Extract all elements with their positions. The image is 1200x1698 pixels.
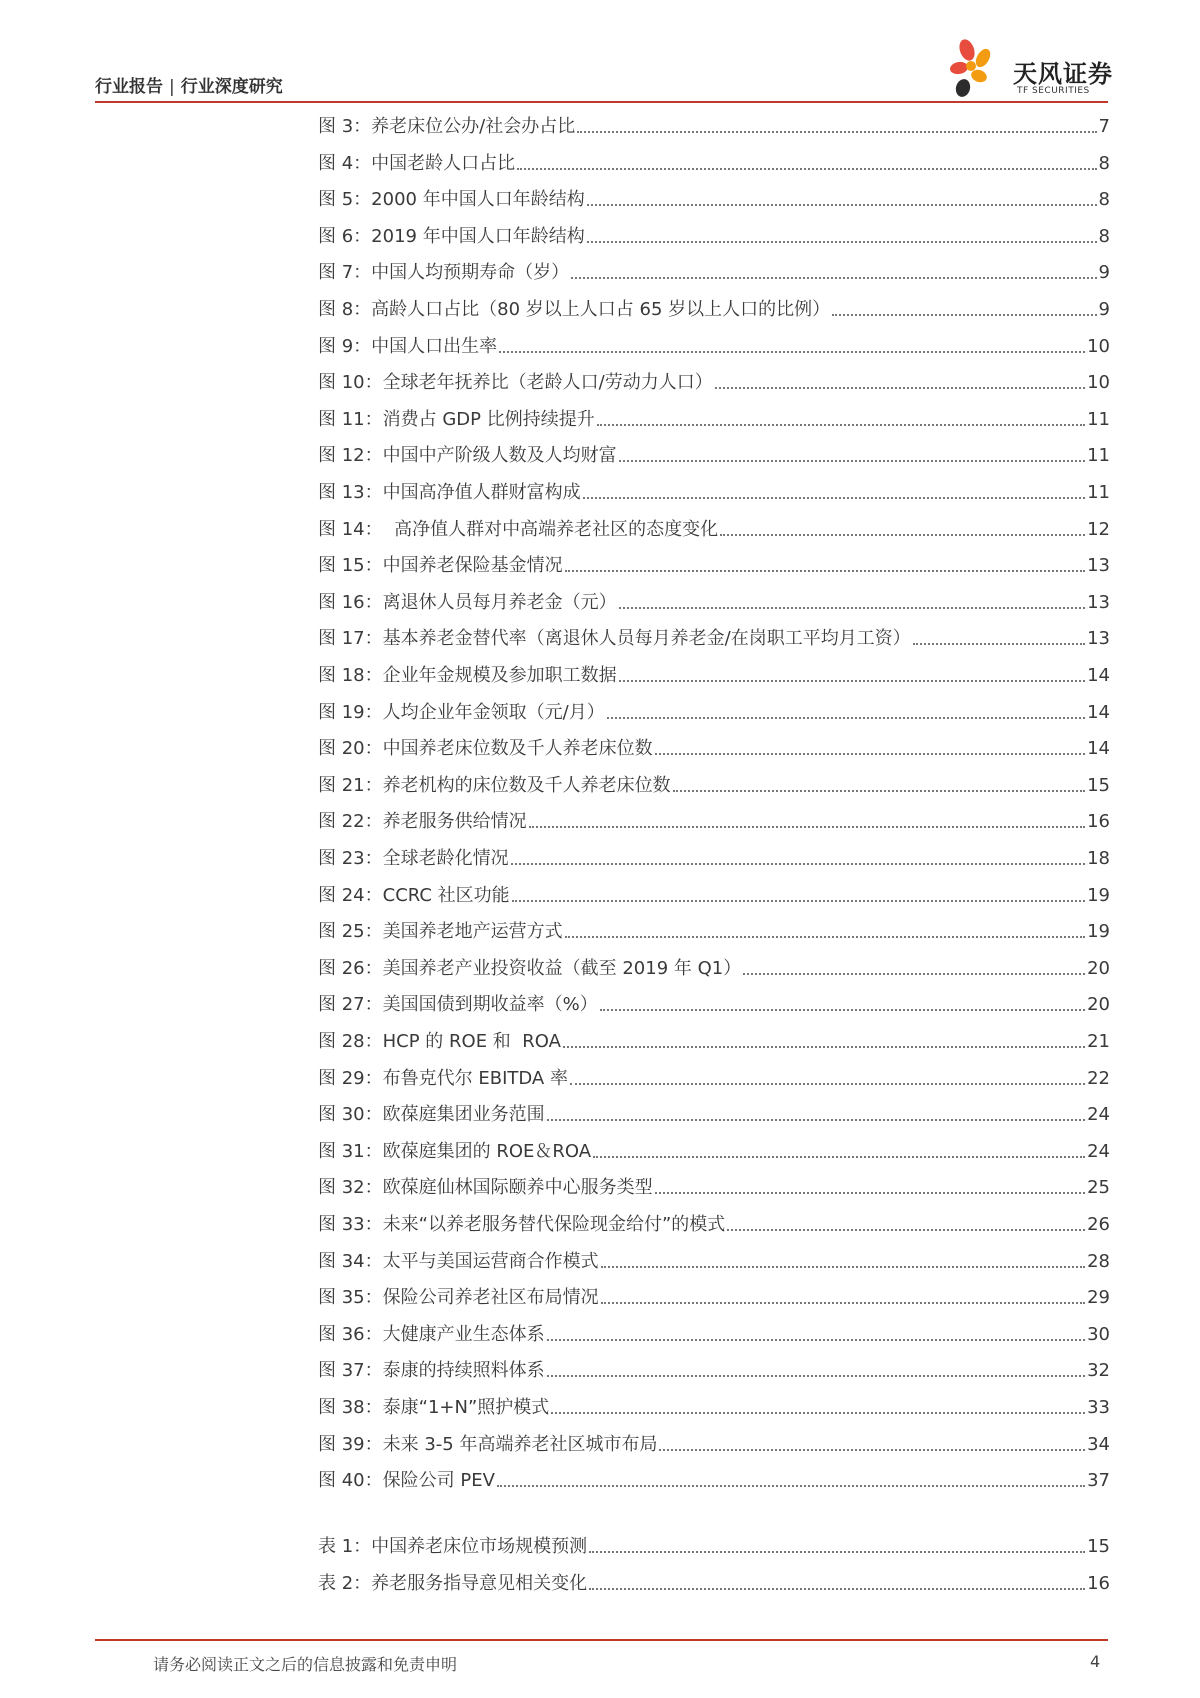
toc-entry[interactable] [318, 405, 1110, 431]
toc-entry-page: 10 [1087, 372, 1110, 394]
toc-entry-page: 25 [1087, 1177, 1110, 1199]
toc-entry-title: 图 19：人均企业年金领取（元/月） [318, 701, 605, 723]
toc-entry[interactable] [318, 917, 1110, 943]
toc-entry[interactable] [318, 332, 1110, 358]
toc-leader-dots [727, 1229, 1085, 1231]
toc-entry-page: 34 [1087, 1433, 1110, 1455]
toc-entry-page: 9 [1098, 262, 1110, 284]
toc-leader-dots [597, 424, 1085, 426]
toc-entry[interactable] [318, 368, 1110, 394]
toc-entry-title: 图 34：太平与美国运营商合作模式 [318, 1250, 599, 1272]
toc-entry-page: 24 [1087, 1140, 1110, 1162]
toc-entry-title: 图 40：保险公司 PEV [318, 1470, 495, 1492]
toc-entry[interactable] [318, 1173, 1110, 1199]
toc-entry-title: 图 28：HCP 的 ROE 和 ROA [318, 1031, 561, 1052]
toc-entry-title: 图 5：2000 年中国人口年龄结构 [318, 189, 585, 211]
toc-entry[interactable] [318, 258, 1110, 284]
toc-entry[interactable] [318, 881, 1110, 907]
toc-entry-title: 图 27：美国国债到期收益率（%） [318, 994, 598, 1016]
toc-leader-dots [913, 643, 1085, 645]
toc-leader-dots [607, 717, 1085, 719]
toc-leader-dots [497, 1485, 1085, 1487]
toc-leader-dots [593, 1156, 1085, 1158]
toc-entry[interactable] [318, 1283, 1110, 1309]
page-number: 4 [1090, 1652, 1101, 1671]
toc-entry[interactable] [318, 1466, 1110, 1492]
toc-entry-title: 表 2：养老服务指导意见相关变化 [318, 1572, 588, 1594]
toc-entry-title: 图 31：欧葆庭集团的 ROE＆ROA [318, 1140, 592, 1162]
toc-entry-title: 图 33：未来“以养老服务替代保险现金给付”的模式 [318, 1214, 726, 1235]
toc-leader-dots [577, 131, 1096, 133]
toc-entry[interactable] [318, 551, 1110, 577]
toc-entry-title: 图 30：欧葆庭集团业务范围 [318, 1104, 545, 1126]
header-separator: | [169, 77, 175, 97]
toc-entry-title: 图 9：中国人口出生率 [318, 335, 498, 357]
toc-entry-title: 图 8：高龄人口占比（80 岁以上人口占 65 岁以上人口的比例） [318, 299, 831, 320]
toc-entry-page: 7 [1098, 116, 1110, 137]
toc-entry-title: 图 23：全球老龄化情况 [318, 848, 509, 869]
toc-entry-page: 15 [1087, 1536, 1110, 1557]
toc-leader-dots [655, 753, 1085, 755]
toc-entry[interactable] [318, 807, 1110, 833]
toc-entry[interactable] [318, 1210, 1110, 1236]
toc-entry[interactable] [318, 1027, 1110, 1053]
toc-entry[interactable] [318, 1100, 1110, 1126]
toc-entry-title: 图 39：未来 3-5 年高端养老社区城市布局 [318, 1433, 658, 1455]
toc-leader-dots [587, 204, 1097, 206]
toc-entry-page: 29 [1087, 1287, 1110, 1309]
toc-entry-page: 13 [1087, 628, 1110, 650]
toc-leader-dots [570, 1083, 1085, 1085]
report-subtype-label: 行业深度研究 [180, 77, 283, 97]
toc-entry-title: 图 20：中国养老床位数及千人养老床位数 [318, 738, 653, 760]
toc-entry[interactable] [318, 990, 1110, 1016]
toc-entry-title: 图 3：养老床位公办/社会办占比 [318, 116, 576, 137]
toc-entry-page: 11 [1087, 408, 1110, 430]
toc-entry-title: 图 6：2019 年中国人口年龄结构 [318, 225, 585, 247]
toc-entry-title: 图 24：CCRC 社区功能 [318, 884, 510, 906]
tf-securities-logo [945, 36, 1115, 102]
toc-entry-page: 33 [1087, 1397, 1110, 1418]
toc-entry-title: 图 18：企业年金规模及参加职工数据 [318, 665, 617, 686]
toc-leader-dots [551, 1412, 1085, 1414]
logo-flower-icon [945, 36, 1009, 102]
toc-leader-dots [517, 168, 1096, 170]
toc-entry-page: 8 [1098, 189, 1110, 211]
toc-leader-dots [589, 1551, 1085, 1553]
toc-entry[interactable] [318, 515, 1110, 541]
toc-entry-page: 14 [1087, 665, 1110, 686]
toc-leader-dots [547, 1375, 1085, 1377]
toc-entry[interactable] [318, 1356, 1110, 1382]
toc-leader-dots [547, 1339, 1085, 1341]
report-category [95, 72, 283, 97]
toc-entry-page: 13 [1087, 555, 1110, 577]
toc-entry[interactable] [318, 771, 1110, 797]
toc-entry[interactable] [318, 588, 1110, 614]
toc-entry-page: 8 [1098, 152, 1110, 174]
toc-leader-dots [529, 826, 1085, 828]
toc-entry-title: 图 37：泰康的持续照料体系 [318, 1360, 545, 1382]
toc-entry-title: 图 4：中国老龄人口占比 [318, 152, 516, 174]
toc-entry-title: 图 36：大健康产业生态体系 [318, 1323, 545, 1345]
toc-entry-page: 18 [1087, 848, 1110, 869]
toc-leader-dots [589, 1588, 1085, 1590]
toc-entry-page: 22 [1087, 1067, 1110, 1089]
toc-entry[interactable] [318, 222, 1110, 248]
toc-leader-dots [499, 351, 1085, 353]
toc-entry-page: 19 [1087, 921, 1110, 943]
toc-leader-dots [512, 900, 1085, 902]
toc-leader-dots [601, 1266, 1085, 1268]
toc-entry-page: 19 [1087, 884, 1110, 906]
toc-entry-title: 图 29：布鲁克代尔 EBITDA 率 [318, 1067, 568, 1089]
toc-entry-title: 图 7：中国人均预期寿命（岁） [318, 262, 570, 284]
toc-leader-dots [547, 1119, 1085, 1121]
toc-entry-page: 32 [1087, 1360, 1110, 1382]
header-divider [95, 101, 1108, 103]
toc-entry-title: 图 22：养老服务供给情况 [318, 811, 527, 833]
toc-entry[interactable] [318, 1064, 1110, 1090]
toc-entry-page: 13 [1087, 591, 1110, 613]
toc-entry-page: 11 [1087, 445, 1110, 467]
toc-entry[interactable] [318, 661, 1110, 687]
toc-leader-dots [563, 1046, 1085, 1048]
toc-entry[interactable] [318, 1532, 1110, 1558]
toc-leader-dots [673, 790, 1085, 792]
toc-entry-title: 图 13：中国高净值人群财富构成 [318, 482, 581, 503]
toc-entry[interactable] [318, 844, 1110, 870]
toc-entry-page: 15 [1087, 774, 1110, 796]
toc-entry[interactable] [318, 698, 1110, 724]
toc-entry-title: 图 14： 高净值人群对中高端养老社区的态度变化 [318, 518, 719, 540]
toc-entry[interactable] [318, 954, 1110, 980]
footer-divider [95, 1639, 1108, 1641]
toc-entry-title: 图 32：欧葆庭仙林国际颐养中心服务类型 [318, 1177, 653, 1199]
toc-entry[interactable] [318, 1137, 1110, 1163]
toc-entry-page: 16 [1087, 1572, 1110, 1594]
toc-entry-title: 图 15：中国养老保险基金情况 [318, 555, 563, 577]
toc-entry-page: 12 [1087, 518, 1110, 540]
toc-entry-page: 8 [1098, 225, 1110, 247]
toc-leader-dots [659, 1449, 1085, 1451]
toc-leader-dots [743, 973, 1085, 975]
toc-leader-dots [601, 1302, 1085, 1304]
toc-entry-page: 24 [1087, 1104, 1110, 1126]
toc-leader-dots [565, 570, 1085, 572]
toc-leader-dots [600, 1009, 1085, 1011]
toc-entry-title: 图 11：消费占 GDP 比例持续提升 [318, 408, 595, 430]
toc-entry-page: 20 [1087, 994, 1110, 1016]
toc-entry-title: 表 1：中国养老床位市场规模预测 [318, 1536, 588, 1557]
toc-leader-dots [715, 387, 1085, 389]
toc-entry-title: 图 25：美国养老地产运营方式 [318, 921, 563, 943]
toc-entry-page: 20 [1087, 957, 1110, 979]
toc-entry[interactable] [318, 1393, 1110, 1419]
toc-entry[interactable] [318, 478, 1110, 504]
toc-leader-dots [619, 460, 1085, 462]
toc-entry[interactable] [318, 441, 1110, 467]
toc-entry[interactable] [318, 734, 1110, 760]
toc-entry-title: 图 12：中国中产阶级人数及人均财富 [318, 445, 617, 467]
report-type-label: 行业报告 [95, 77, 163, 97]
toc-entry[interactable] [318, 112, 1110, 138]
toc-leader-dots [511, 863, 1085, 865]
disclaimer-text: 请务必阅读正文之后的信息披露和免责申明 [153, 1655, 458, 1674]
brand-name-cn: 天风证券 [1013, 60, 1113, 88]
toc-entry-page: 14 [1087, 738, 1110, 760]
toc-leader-dots [571, 277, 1096, 279]
brand-name-en: TF SECURITIES [1017, 86, 1090, 96]
toc-leader-dots [587, 241, 1097, 243]
toc-leader-dots [832, 314, 1096, 316]
toc-entry[interactable] [318, 185, 1110, 211]
toc-entry[interactable] [318, 624, 1110, 650]
toc-entry-page: 30 [1087, 1323, 1110, 1345]
toc-entry[interactable] [318, 149, 1110, 175]
toc-entry[interactable] [318, 295, 1110, 321]
toc-entry-page: 11 [1087, 482, 1110, 503]
toc-leader-dots [655, 1192, 1085, 1194]
toc-entry-page: 14 [1087, 701, 1110, 723]
toc-entry-title: 图 10：全球老年抚养比（老龄人口/劳动力人口） [318, 372, 713, 394]
toc-entry-page: 10 [1087, 335, 1110, 357]
toc-entry-title: 图 38：泰康“1+N”照护模式 [318, 1397, 550, 1418]
toc-entry-title: 图 16：离退休人员每月养老金（元） [318, 591, 617, 613]
toc-leader-dots [583, 497, 1085, 499]
toc-entry[interactable] [318, 1430, 1110, 1456]
toc-entry-page: 37 [1087, 1470, 1110, 1492]
toc-entry-page: 26 [1087, 1214, 1110, 1235]
toc-entry[interactable] [318, 1247, 1110, 1273]
toc-entry-title: 图 17：基本养老金替代率（离退休人员每月养老金/在岗职工平均月工资） [318, 628, 911, 650]
toc-entry-page: 9 [1098, 299, 1110, 320]
toc-leader-dots [565, 936, 1085, 938]
toc-entry-title: 图 21：养老机构的床位数及千人养老床位数 [318, 774, 671, 796]
toc-entry[interactable] [318, 1320, 1110, 1346]
toc-entry-title: 图 26：美国养老产业投资收益（截至 2019 年 Q1） [318, 957, 742, 979]
toc-entry[interactable] [318, 1569, 1110, 1595]
toc-entry-page: 28 [1087, 1250, 1110, 1272]
toc-entry-title: 图 35：保险公司养老社区布局情况 [318, 1287, 599, 1309]
toc-entry-page: 16 [1087, 811, 1110, 833]
toc-leader-dots [619, 607, 1085, 609]
toc-leader-dots [619, 680, 1085, 682]
toc-entry-page: 21 [1087, 1031, 1110, 1052]
toc-leader-dots [720, 534, 1085, 536]
